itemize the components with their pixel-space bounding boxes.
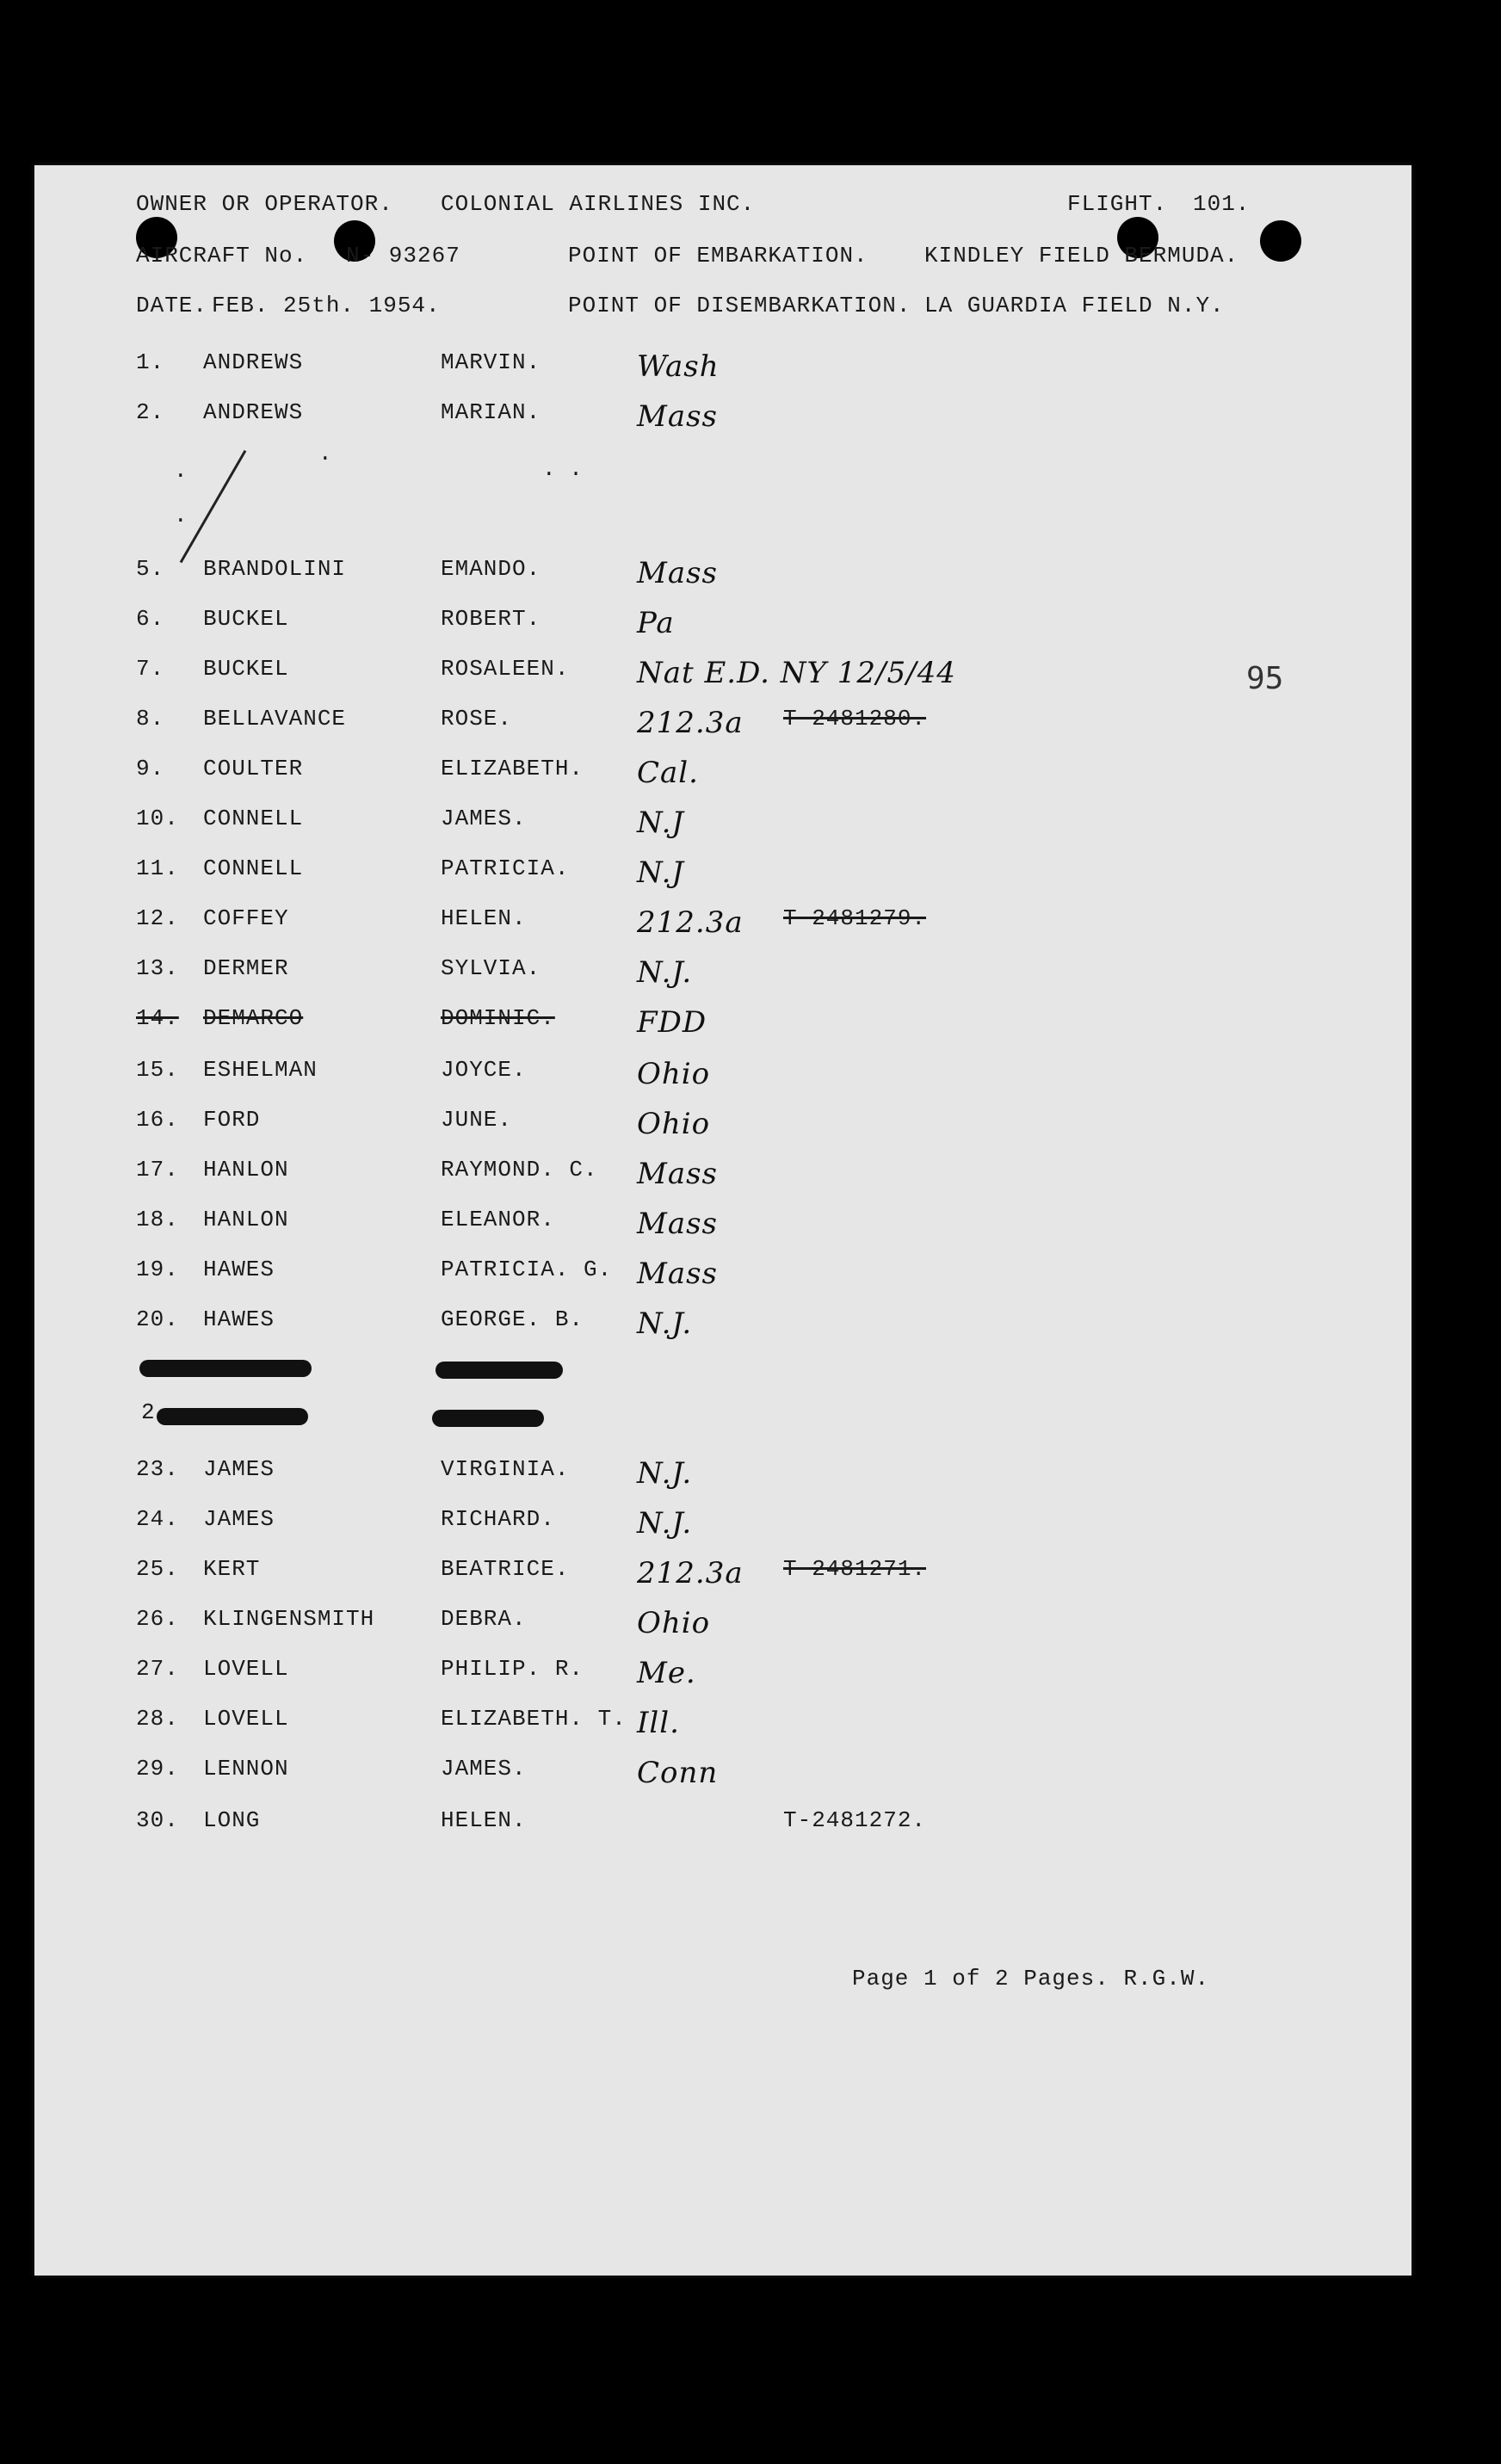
handwritten-note: Ohio [637,1606,711,1640]
passenger-row [34,556,1411,590]
redaction-bar [139,1360,312,1377]
passenger-row [34,1005,1411,1040]
passenger-row [34,1556,1411,1590]
passenger-row [34,1606,1411,1640]
row-number: 29. [136,1756,179,1782]
surname: ANDREWS [203,399,304,425]
given-name: JUNE. [441,1107,513,1133]
row-number: 19. [136,1257,179,1282]
punch-hole-4 [1260,220,1301,262]
surname: LOVELL [203,1656,289,1682]
flight-value: 101. [1193,191,1251,217]
redaction-bar [432,1410,544,1427]
aircraft-value: N- 93267 [346,243,460,269]
redaction-bar [157,1408,308,1425]
passenger-row [34,1107,1411,1141]
handwritten-note: Mass [637,556,718,590]
stray-mark [180,450,247,563]
row-number: 13. [136,955,179,981]
row-number: 25. [136,1556,179,1582]
passenger-row [34,806,1411,840]
row-number: 2. [136,399,165,425]
given-name: JOYCE. [441,1057,527,1083]
given-name: RICHARD. [441,1506,555,1532]
row-number: 30. [136,1807,179,1833]
stray-dot: . . [542,456,583,482]
margin-page-number: 95 [1246,661,1284,696]
row-number: 7. [136,656,165,682]
surname: KLINGENSMITH [203,1606,375,1632]
handwritten-note: N.J [637,855,685,890]
handwritten-note: Conn [637,1756,719,1790]
handwritten-note: N.J. [637,1306,693,1341]
given-name: SYLVIA. [441,955,541,981]
handwritten-note: N.J. [637,1506,693,1541]
stray-dot: . [174,458,188,484]
given-name: ELEANOR. [441,1207,555,1232]
owner-label: OWNER OR OPERATOR. [136,191,393,217]
given-name: RAYMOND. C. [441,1157,598,1183]
row-number: 8. [136,706,165,732]
passenger-row [34,1157,1411,1191]
surname: CONNELL [203,806,304,831]
given-name: JAMES. [441,1756,527,1782]
passenger-row [34,855,1411,890]
handwritten-note: Cal. [637,756,699,790]
owner-value: COLONIAL AIRLINES INC. [441,191,756,217]
handwritten-note: 212.3a [637,1556,744,1590]
row-number: 20. [136,1306,179,1332]
ticket-number: T-2481271. [783,1556,927,1582]
passenger-row [34,1706,1411,1740]
row-number: 26. [136,1606,179,1632]
surname: HAWES [203,1257,275,1282]
given-name: PATRICIA. G. [441,1257,613,1282]
handwritten-note: Mass [637,399,718,434]
row-number: 18. [136,1207,179,1232]
given-name: EMANDO. [441,556,541,582]
flight-label: FLIGHT. [1067,191,1168,217]
date-value: FEB. 25th. 1954. [212,293,441,318]
row-number: 23. [136,1456,179,1482]
stray-dot: . [318,441,332,466]
handwritten-note: 212.3a [637,905,744,940]
surname: COFFEY [203,905,289,931]
surname: BUCKEL [203,656,289,682]
passenger-row [34,349,1411,384]
surname: DERMER [203,955,289,981]
surname: ANDREWS [203,349,304,375]
ticket-number: T-2481279. [783,905,927,931]
row-number: 16. [136,1107,179,1133]
disembark-value: LA GUARDIA FIELD N.Y. [924,293,1225,318]
ticket-number: T-2481280. [783,706,927,732]
surname: KERT [203,1556,261,1582]
row-number: 17. [136,1157,179,1183]
handwritten-note: N.J [637,806,685,840]
handwritten-note: N.J. [637,1456,693,1491]
passenger-row [34,656,1411,690]
given-name: HELEN. [441,905,527,931]
given-name: MARVIN. [441,349,541,375]
row-number: 6. [136,606,165,632]
surname: HAWES [203,1306,275,1332]
passenger-row [34,1306,1411,1341]
surname: FORD [203,1107,261,1133]
aircraft-label: AIRCRAFT No. [136,243,308,269]
given-name: JAMES. [441,806,527,831]
date-label: DATE. [136,293,208,318]
passenger-row [34,905,1411,940]
ticket-number: T-2481272. [783,1807,927,1833]
passenger-row [34,399,1411,434]
surname: BELLAVANCE [203,706,347,732]
disembark-label: POINT OF DISEMBARKATION. [568,293,911,318]
embark-label: POINT OF EMBARKATION. [568,243,868,269]
surname: HANLON [203,1207,289,1232]
row-number: 24. [136,1506,179,1532]
given-name: HELEN. [441,1807,527,1833]
surname: LENNON [203,1756,289,1782]
surname: DEMARCO [203,1005,304,1031]
passenger-row [34,1807,1411,1842]
given-name: ROSE. [441,706,513,732]
row-number: 10. [136,806,179,831]
row-number: 9. [136,756,165,781]
manifest-page [34,165,1411,2276]
row-number: 11. [136,855,179,881]
handwritten-note: Ohio [637,1057,711,1091]
given-name: DOMINIC. [441,1005,555,1031]
given-name: ROSALEEN. [441,656,570,682]
surname: BUCKEL [203,606,289,632]
passenger-row [34,756,1411,790]
surname: JAMES [203,1506,275,1532]
surname: LONG [203,1807,261,1833]
row-number: 15. [136,1057,179,1083]
handwritten-note: Ohio [637,1107,711,1141]
handwritten-note: Mass [637,1257,718,1291]
handwritten-note: 212.3a [637,706,744,740]
given-name: GEORGE. B. [441,1306,584,1332]
handwritten-note: N.J. [637,955,693,990]
handwritten-note: FDD [637,1005,707,1040]
redaction-bar [435,1362,563,1379]
row-number: 14. [136,1005,179,1031]
given-name: ROBERT. [441,606,541,632]
handwritten-note: Me. [637,1656,696,1690]
given-name: BEATRICE. [441,1556,570,1582]
passenger-row [34,1257,1411,1291]
stray-dot: . [174,503,188,528]
given-name: MARIAN. [441,399,541,425]
redacted-row-prefix: 2 [141,1399,155,1425]
handwritten-note: Nat E.D. NY 12/5/44 [637,656,956,690]
row-number: 12. [136,905,179,931]
passenger-row [34,1207,1411,1241]
passenger-row [34,1456,1411,1491]
passenger-row [34,1656,1411,1690]
handwritten-note: Mass [637,1157,718,1191]
surname: BRANDOLINI [203,556,347,582]
handwritten-note: Pa [637,606,675,640]
passenger-row [34,606,1411,640]
page-footer: Page 1 of 2 Pages. R.G.W. [852,1966,1210,1992]
embark-value: KINDLEY FIELD BERMUDA. [924,243,1239,269]
passenger-row [34,1756,1411,1790]
surname: ESHELMAN [203,1057,318,1083]
surname: CONNELL [203,855,304,881]
row-number: 28. [136,1706,179,1732]
given-name: ELIZABETH. T. [441,1706,627,1732]
given-name: VIRGINIA. [441,1456,570,1482]
row-number: 1. [136,349,165,375]
given-name: ELIZABETH. [441,756,584,781]
passenger-row [34,1057,1411,1091]
surname: JAMES [203,1456,275,1482]
row-number: 5. [136,556,165,582]
surname: COULTER [203,756,304,781]
passenger-row [34,1506,1411,1541]
given-name: PATRICIA. [441,855,570,881]
surname: LOVELL [203,1706,289,1732]
passenger-row [34,955,1411,990]
passenger-row [34,706,1411,740]
given-name: DEBRA. [441,1606,527,1632]
handwritten-note: Ill. [637,1706,680,1740]
surname: HANLON [203,1157,289,1183]
given-name: PHILIP. R. [441,1656,584,1682]
handwritten-note: Wash [637,349,720,384]
row-number: 27. [136,1656,179,1682]
handwritten-note: Mass [637,1207,718,1241]
